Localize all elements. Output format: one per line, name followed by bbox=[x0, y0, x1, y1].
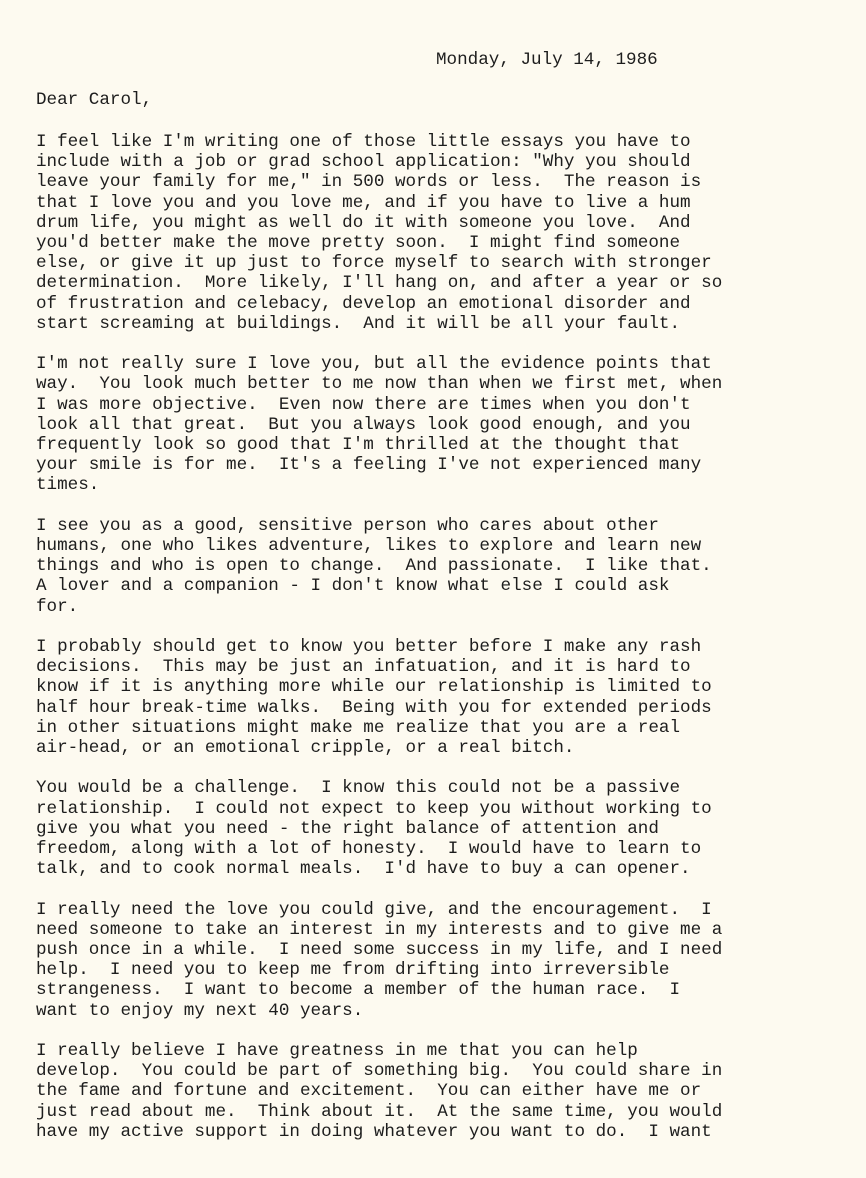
letter-line: things and who is open to change. And passionate. I like that. bbox=[36, 556, 712, 577]
letter-line: I really believe I have greatness in me that you can help bbox=[36, 1041, 638, 1062]
letter-line: include with a job or grad school application: "Why you should bbox=[36, 152, 691, 173]
letter-paragraph bbox=[36, 516, 856, 617]
letter-line: help. I need you to keep me from drifting into irreversible bbox=[36, 960, 670, 981]
letter-line: just read about me. Think about it. At the same time, you would bbox=[36, 1101, 723, 1122]
letter-date: Monday, July 14, 1986 bbox=[436, 50, 658, 70]
letter-line: the fame and fortune and excitement. You can either have me or bbox=[36, 1081, 702, 1102]
letter-line: relationship. I could not expect to keep you without working to bbox=[36, 798, 712, 819]
letter-paragraph bbox=[36, 900, 856, 1021]
letter-line: else, or give it up just to force myself to search with stronger bbox=[36, 253, 712, 274]
letter-line: freedom, along with a lot of honesty. I would have to learn to bbox=[36, 839, 702, 860]
letter-line: leave your family for me," in 500 words or less. The reason is bbox=[36, 172, 702, 193]
letter-line: want to enjoy my next 40 years. bbox=[36, 1000, 364, 1021]
letter-paragraph bbox=[36, 778, 856, 879]
letter-line: I was more objective. Even now there are times when you don't bbox=[36, 394, 691, 415]
letter-line: determination. More likely, I'll hang on, and after a year or so bbox=[36, 273, 723, 294]
letter-line: give you what you need - the right balance of attention and bbox=[36, 818, 659, 839]
letter-line: drum life, you might as well do it with someone you love. And bbox=[36, 212, 691, 233]
letter-line: air-head, or an emotional cripple, or a real bitch. bbox=[36, 738, 575, 759]
letter-line: your smile is for me. It's a feeling I've not experienced many bbox=[36, 455, 702, 476]
letter-line: I see you as a good, sensitive person who cares about other bbox=[36, 515, 659, 536]
letter-salutation: Dear Carol, bbox=[36, 90, 153, 110]
letter-line: A lover and a companion - I don't know what else I could ask bbox=[36, 576, 670, 597]
letter-line: for. bbox=[36, 596, 79, 617]
letter-line: frequently look so good that I'm thrilled at the thought that bbox=[36, 435, 681, 456]
letter-line: talk, and to cook normal meals. I'd have to buy a can opener. bbox=[36, 859, 691, 880]
letter-line: decisions. This may be just an infatuation, and it is hard to bbox=[36, 657, 691, 678]
letter-body bbox=[36, 132, 856, 1162]
letter-line: you'd better make the move pretty soon. I might find someone bbox=[36, 233, 681, 254]
letter-line: develop. You could be part of something big. You could share in bbox=[36, 1061, 723, 1082]
letter-line: I probably should get to know you better before I make any rash bbox=[36, 637, 702, 658]
letter-line: I'm not really sure I love you, but all the evidence points that bbox=[36, 354, 712, 375]
letter-line: push once in a while. I need some success in my life, and I need bbox=[36, 940, 723, 961]
letter-line: start screaming at buildings. And it will be all your fault. bbox=[36, 313, 681, 334]
letter-line: times. bbox=[36, 475, 100, 496]
letter-line: I really need the love you could give, and the encouragement. I bbox=[36, 899, 712, 920]
letter-line: have my active support in doing whatever you want to do. I want bbox=[36, 1121, 712, 1142]
letter-line: You would be a challenge. I know this could not be a passive bbox=[36, 778, 681, 799]
letter-line: strangeness. I want to become a member of the human race. I bbox=[36, 980, 681, 1001]
letter-paragraph bbox=[36, 1041, 856, 1142]
letter-line: of frustration and celebacy, develop an emotional disorder and bbox=[36, 293, 691, 314]
letter-line: know if it is anything more while our relationship is limited to bbox=[36, 677, 712, 698]
letter-paragraph bbox=[36, 354, 856, 495]
letter-line: need someone to take an interest in my interests and to give me a bbox=[36, 919, 723, 940]
letter-line: way. You look much better to me now than when we first met, when bbox=[36, 374, 723, 395]
letter-paragraph bbox=[36, 637, 856, 758]
letter-line: in other situations might make me realize that you are a real bbox=[36, 717, 681, 738]
letter-line: that I love you and you love me, and if you have to live a hum bbox=[36, 192, 691, 213]
letter-paragraph bbox=[36, 132, 856, 334]
letter-line: I feel like I'm writing one of those little essays you have to bbox=[36, 132, 691, 152]
letter-line: humans, one who likes adventure, likes to explore and learn new bbox=[36, 536, 702, 557]
letter-line: look all that great. But you always look good enough, and you bbox=[36, 414, 691, 435]
letter-line: half hour break-time walks. Being with you for extended periods bbox=[36, 697, 712, 718]
